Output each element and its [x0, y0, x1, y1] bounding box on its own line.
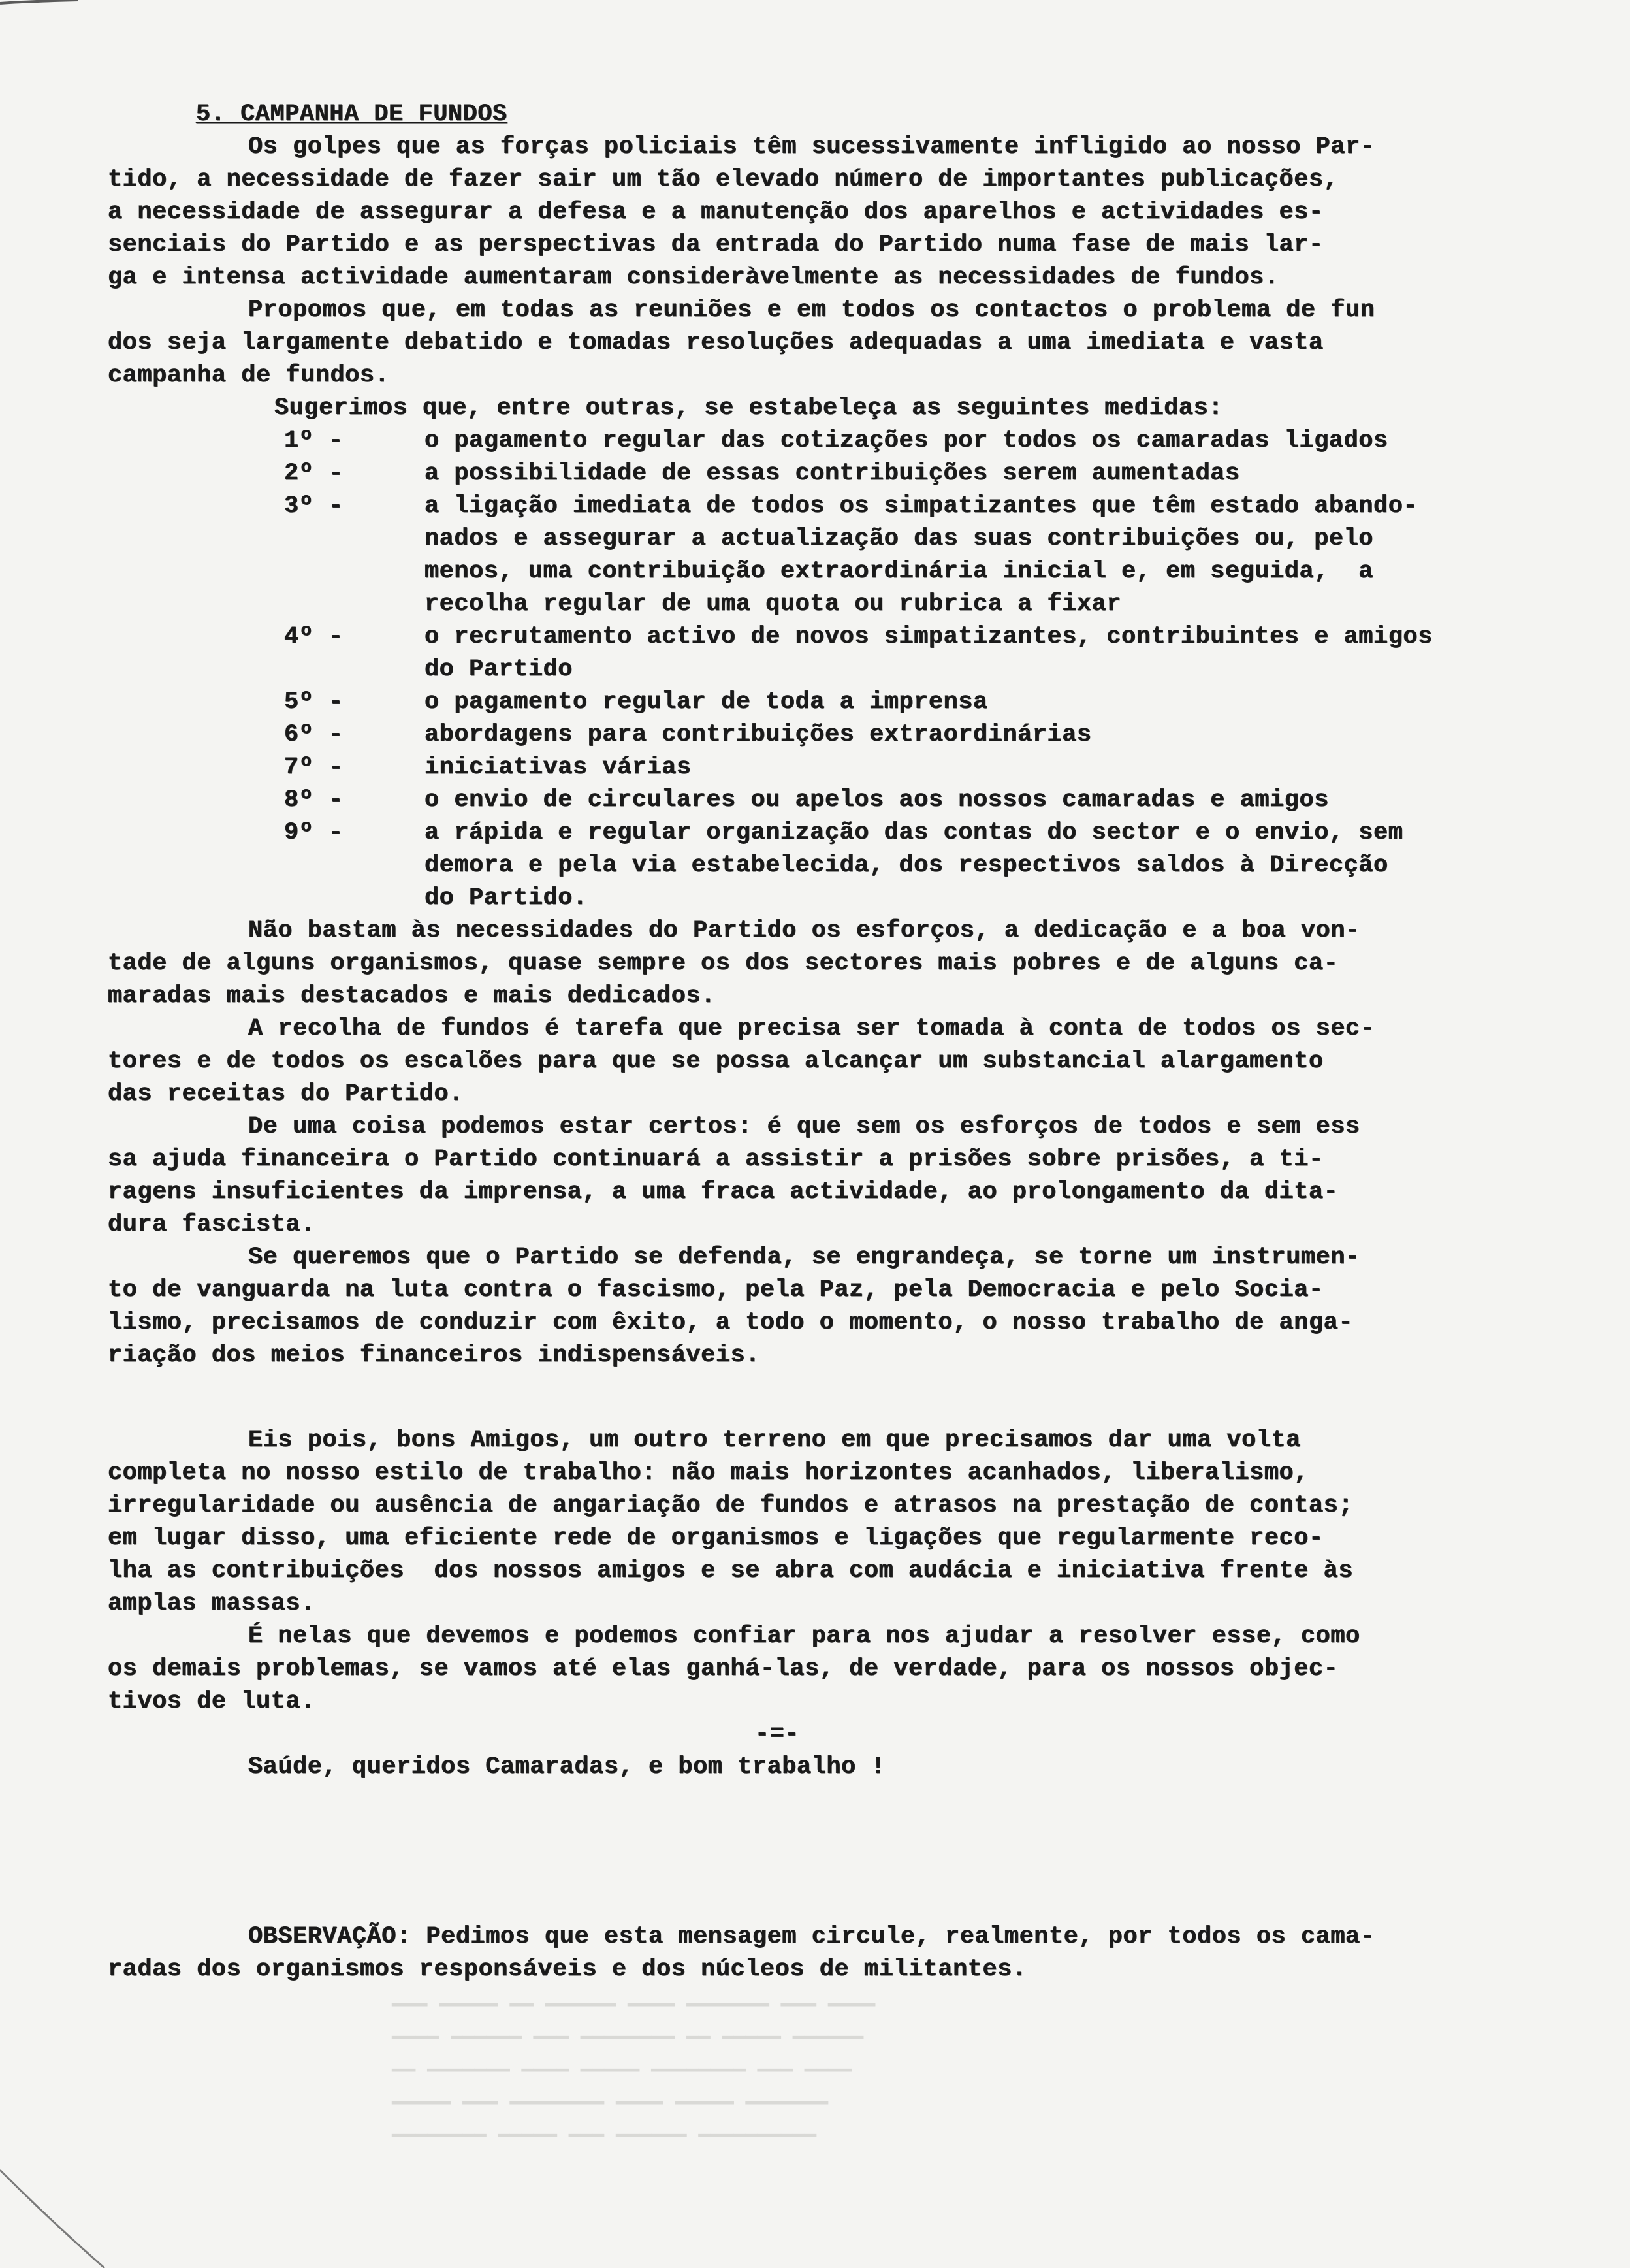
- collection-line: das receitas do Partido.: [108, 1080, 464, 1108]
- measure-text: a possibilidade de essas contribuições serem aumentadas: [424, 460, 1240, 487]
- style-line: amplas massas.: [108, 1590, 315, 1617]
- efforts-line: maradas mais destacados e mais dedicados.: [108, 982, 716, 1010]
- measure-item: [108, 784, 1603, 817]
- certain-line: De uma coisa podemos estar certos: é que sem os esforços de todos e sem ess: [248, 1113, 1360, 1141]
- measure-text: nados e assegurar a actualização das suas contribuições ou, pelo: [424, 525, 1374, 553]
- measure-text: menos, uma contribuição extraordinária inicial e, em seguida, a: [424, 558, 1374, 585]
- measure-text: a rápida e regular organização das contas do sector e o envio, sem: [424, 819, 1403, 847]
- measure-item: [108, 817, 1603, 849]
- propose-line: dos seja largamente debatido e tomadas resoluções adequadas a uma imediata e vasta: [108, 329, 1324, 357]
- measure-item: [108, 621, 1603, 653]
- measure-text: o recrutamento activo de novos simpatizantes, contribuintes e amigos: [424, 623, 1433, 651]
- intro-line: tido, a necessidade de fazer sair um tão elevado número de importantes publicações,: [108, 166, 1339, 193]
- measures-list: [108, 425, 1603, 915]
- intro-line: a necessidade de assegurar a defesa e a manutenção dos aparelhos e actividades es-: [108, 199, 1324, 226]
- want-line: to de vanguarda na luta contra o fascismo, pela Paz, pela Democracia e pelo Socia-: [108, 1276, 1324, 1304]
- measure-item: [108, 751, 1603, 784]
- want-line: riação dos meios financeiros indispensáveis.: [108, 1342, 760, 1369]
- measure-text: o pagamento regular das cotizações por todos os camaradas ligados: [424, 427, 1388, 455]
- paragraph-gap: [108, 1372, 1603, 1424]
- measure-number: 1º -: [284, 427, 344, 455]
- want-line: lismo, precisamos de conduzir com êxito, a todo o momento, o nosso trabalho de anga-: [108, 1309, 1354, 1336]
- suggest-intro: Sugerimos que, entre outras, se estabeleça as seguintes medidas:: [274, 395, 1224, 422]
- collection-line: tores e de todos os escalões para que se possa alcançar um substancial alargamento: [108, 1048, 1324, 1075]
- measure-text: do Partido: [424, 656, 573, 683]
- certain-line: ragens insuficientes da imprensa, a uma fraca actividade, ao prolongamento da dita-: [108, 1178, 1339, 1206]
- measure-text: abordagens para contribuições extraordinárias: [424, 721, 1092, 749]
- measure-item: [108, 457, 1603, 490]
- section-title: 5. CAMPANHA DE FUNDOS: [196, 101, 507, 128]
- want-line: Se queremos que o Partido se defenda, se engrandeça, se torne um instrumen-: [248, 1244, 1360, 1271]
- measure-number: 7º -: [284, 754, 344, 781]
- measure-number: 5º -: [284, 688, 344, 716]
- intro-line: ga e intensa actividade aumentaram consideràvelmente as necessidades de fundos.: [108, 264, 1279, 291]
- typed-text: [108, 98, 1603, 1986]
- style-line: irregularidade ou ausência de angariação de fundos e atrasos na prestação de contas;: [108, 1492, 1354, 1519]
- separator: -=-: [754, 1721, 800, 1748]
- measure-number: 6º -: [284, 721, 344, 749]
- style-line: Eis pois, bons Amigos, um outro terreno em que precisamos dar uma volta: [248, 1427, 1301, 1454]
- bleed-through-texture: ▁▁▁▁▁▁▁▁ ▁▁▁▁▁ ▁▁▁ ▁▁▁▁▁▁ ▁▁▁▁▁▁▁▁▁▁: [392, 2116, 816, 2139]
- paper-corner-mark: [0, 0, 91, 26]
- style-line: completa no nosso estilo de trabalho: não mais horizontes acanhados, liberalismo,: [108, 1459, 1309, 1487]
- trust-line: tivos de luta.: [108, 1688, 315, 1715]
- efforts-line: tade de alguns organismos, quase sempre os dos sectores mais pobres e de alguns ca-: [108, 950, 1339, 977]
- intro-line: Os golpes que as forças policiais têm sucessivamente infligido ao nosso Par-: [248, 133, 1375, 161]
- measure-text: recolha regular de uma quota ou rubrica a fixar: [424, 591, 1122, 618]
- measure-number: 9º -: [284, 819, 344, 847]
- trust-line: É nelas que devemos e podemos confiar para nos ajudar a resolver esse, como: [248, 1623, 1360, 1650]
- certain-line: dura fascista.: [108, 1211, 315, 1239]
- measure-item: [108, 425, 1603, 457]
- note-line: OBSERVAÇÃO: Pedimos que esta mensagem circule, realmente, por todos os cama-: [248, 1923, 1375, 1951]
- propose-line: campanha de fundos.: [108, 362, 390, 389]
- style-line: lha as contribuições dos nossos amigos e se abra com audácia e iniciativa frente às: [108, 1557, 1354, 1585]
- bleed-through-texture: ▁▁▁▁▁ ▁▁▁ ▁▁▁▁▁▁▁▁ ▁▁▁▁ ▁▁▁▁▁ ▁▁▁▁▁▁▁: [392, 2084, 828, 2106]
- measure-item: [108, 686, 1603, 719]
- bleed-through-texture: ▁▁▁▁ ▁▁▁▁▁▁ ▁▁▁ ▁▁▁▁▁▁▁▁ ▁▁ ▁▁▁▁▁ ▁▁▁▁▁▁: [392, 2018, 864, 2041]
- note-line: radas dos organismos responsáveis e dos núcleos de militantes.: [108, 1956, 1027, 1983]
- measure-number: 2º -: [284, 460, 344, 487]
- propose-line: Propomos que, em todas as reuniões e em todos os contactos o problema de fun: [248, 297, 1375, 324]
- trust-line: os demais problemas, se vamos até elas ganhá-las, de verdade, para os nossos objec-: [108, 1655, 1339, 1683]
- certain-line: sa ajuda financeira o Partido continuará a assistir a prisões sobre prisões, a ti-: [108, 1146, 1324, 1173]
- measure-number: 8º -: [284, 786, 344, 814]
- measure-text: iniciativas várias: [424, 754, 692, 781]
- measure-number: 3º -: [284, 493, 344, 520]
- measure-item: [108, 490, 1603, 523]
- bleed-through-texture: ▁▁ ▁▁▁▁▁▁▁ ▁▁▁▁ ▁▁▁▁▁ ▁▁▁▁▁▁▁▁ ▁▁▁ ▁▁▁▁: [392, 2051, 852, 2073]
- paper-edge-shadow: [0, 2072, 196, 2268]
- efforts-line: Não bastam às necessidades do Partido os esforços, a dedicação e a boa von-: [248, 917, 1360, 945]
- measure-text: do Partido.: [424, 884, 588, 912]
- paragraph-gap: [108, 1783, 1603, 1920]
- intro-line: senciais do Partido e as perspectivas da entrada do Partido numa fase de mais lar-: [108, 231, 1324, 259]
- measure-number: 4º -: [284, 623, 344, 651]
- measure-text: demora e pela via estabelecida, dos respectivos saldos à Direcção: [424, 852, 1388, 879]
- style-line: em lugar disso, uma eficiente rede de organismos e ligações que regularmente reco-: [108, 1525, 1324, 1552]
- measure-item: [108, 719, 1603, 751]
- measure-text: o envio de circulares ou apelos aos nossos camaradas e amigos: [424, 786, 1329, 814]
- measure-text: a ligação imediata de todos os simpatizantes que têm estado abando-: [424, 493, 1418, 520]
- measure-text: o pagamento regular de toda a imprensa: [424, 688, 988, 716]
- closing-line: Saúde, queridos Camaradas, e bom trabalho !: [248, 1753, 886, 1781]
- collection-line: A recolha de fundos é tarefa que precisa ser tomada à conta de todos os sec-: [248, 1015, 1375, 1043]
- bleed-through-texture: ▁▁▁ ▁▁▁▁▁ ▁▁ ▁▁▁▁▁▁ ▁▁▁▁ ▁▁▁▁▁▁▁ ▁▁▁ ▁▁▁▁: [392, 1986, 876, 2008]
